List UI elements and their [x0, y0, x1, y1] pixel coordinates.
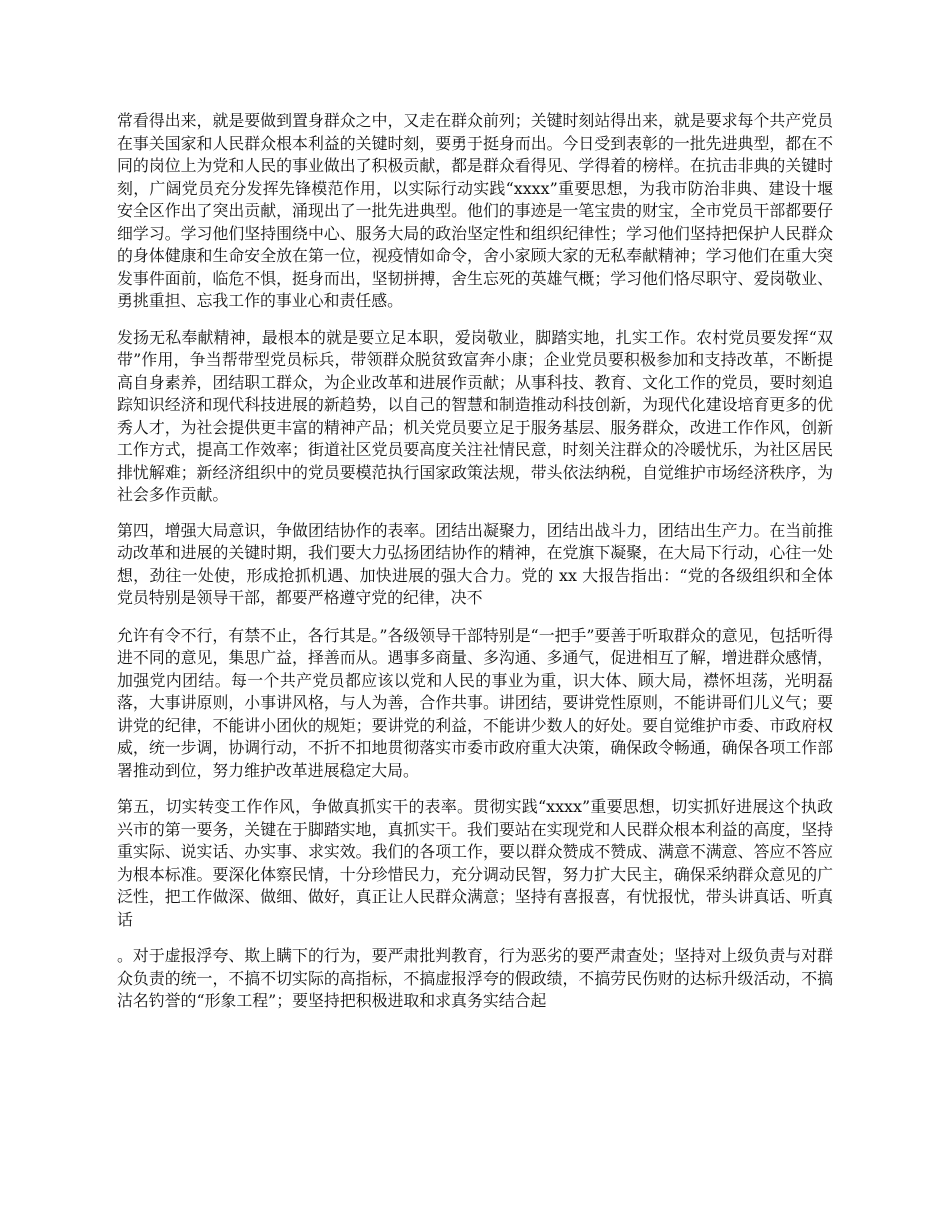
- paragraph-6: 。对于虚报浮夸、欺上瞒下的行为，要严肃批判教育，行为恶劣的要严肃查处；坚持对上级负责与对群众负责的统一，不搞不切实际的高指标，不搞虚报浮夸的假政绩，不搞劳民伤财的达标升级活动，不搞沽名钓誉的“形象工程”；要坚持把积极进取和求真务实结合起: [117, 946, 833, 1010]
- paragraph-3: 第四，增强大局意识，争做团结协作的表率。团结出凝聚力，团结出战斗力，团结出生产力。在当前推动改革和进展的关键时期，我们要大力弘扬团结协作的精神，在党旗下凝聚，在大局下行动，心往一处想，劲往一处使，形成抢抓机遇、加快进展的强大合力。党的 xx 大报告指出：“党的各级组织和全体党员特别是领导干部，都要严格遵守党的纪律，决不: [117, 520, 833, 607]
- paragraph-4: 允许有令不行，有禁不止，各行其是。”各级领导干部特别是“一把手”要善于听取群众的意见，包括听得进不同的意见，集思广益，择善而从。遇事多商量、多沟通、多通气，促进相互了解，增进群众感情，加强党内团结。每一个共产党员都应该以党和人民的事业为重，识大体、顾大局，襟怀坦荡，光明磊落，大事讲原则，小事讲风格，与人为善，合作共事。讲团结，要讲党性原则，不能讲哥们儿义气；要讲党的纪律，不能讲小团伙的规矩；要讲党的利益，不能讲少数人的好处。要自觉维护市委、市政府权威，统一步调，协调行动，不折不扣地贯彻落实市委市政府重大决策，确保政令畅通，确保各项工作部署推动到位，努力维护改革进展稳定大局。: [117, 625, 833, 780]
- paragraph-5: 第五，切实转变工作作风，争做真抓实干的表率。贯彻实践“xxxx”重要思想，切实抓好进展这个执政兴市的第一要务，关键在于脚踏实地，真抓实干。我们要站在实现党和人民群众根本利益的高度，坚持重实际、说实话、办实事、求实效。我们的各项工作，要以群众赞成不赞成、满意不满意、答应不答应为根本标准。要深化体察民情，十分珍惜民力，充分调动民智，努力扩大民主，确保采纳群众意见的广泛性，把工作做深、做细、做好，真正让人民群众满意；坚持有喜报喜，有忧报忧，带头讲真话、听真话: [117, 797, 833, 929]
- paragraph-2: 发扬无私奉献精神，最根本的就是要立足本职，爱岗敬业，脚踏实地，扎实工作。农村党员要发挥“双带”作用，争当帮带型党员标兵，带领群众脱贫致富奔小康；企业党员要积极参加和支持改革，不断提高自身素养，团结职工群众，为企业改革和进展作贡献；从事科技、教育、文化工作的党员，要时刻追踪知识经济和现代科技进展的新趋势，以自己的智慧和制造推动科技创新，为现代化建设培育更多的优秀人才，为社会提供更丰富的精神产品；机关党员要立足于服务基层、服务群众，改进工作作风，创新工作方式，提高工作效率；街道社区党员要高度关注社情民意，时刻关注群众的冷暖忧乐，为社区居民排忧解难；新经济组织中的党员要模范执行国家政策法规，带头依法纳税，自觉维护市场经济秩序，为社会多作贡献。: [117, 327, 833, 504]
- paragraph-1: 常看得出来，就是要做到置身群众之中，又走在群众前列；关键时刻站得出来，就是要求每个共产党员在事关国家和人民群众根本利益的关键时刻，要勇于挺身而出。今日受到表彰的一批先进典型，都在不同的岗位上为党和人民的事业做出了积极贡献，都是群众看得见、学得着的榜样。在抗击非典的关键时刻，广阔党员充分发挥先锋模范作用，以实际行动实践“xxxx”重要思想，为我市防治非典、建设十堰安全区作出了突出贡献，涌现出了一批先进典型。他们的事迹是一笔宝贵的财宝，全市党员干部都要仔细学习。学习他们坚持围绕中心、服务大局的政治坚定性和组织纪律性；学习他们坚持把保护人民群众的身体健康和生命安全放在第一位，视疫情如命令，舍小家顾大家的无私奉献精神；学习他们在重大突发事件面前，临危不惧，挺身而出，坚韧拼搏，舍生忘死的英雄气概；学习他们恪尽职守、爱岗敬业、勇挑重担、忘我工作的事业心和责任感。: [117, 111, 833, 310]
- document-body: [117, 110, 833, 1013]
